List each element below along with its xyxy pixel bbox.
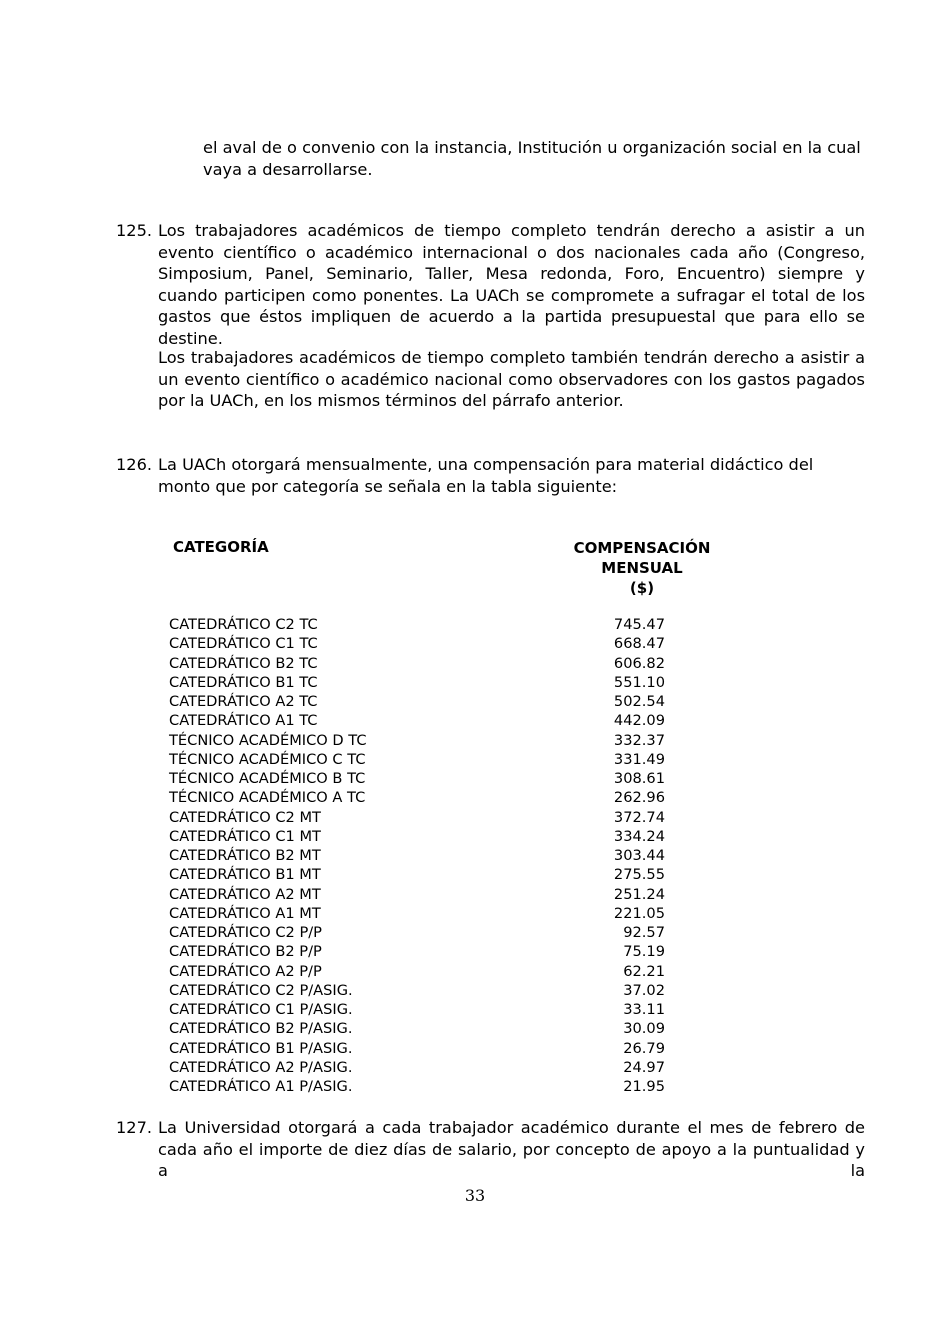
row-amount: 502.54 [613,693,665,710]
row-category: CATEDRÁTICO C2 TC [169,616,318,633]
table-row [169,942,689,961]
table-header-compensation-line-3: ($) [629,579,655,597]
row-amount: 30.09 [623,1020,665,1038]
row-amount: 24.97 [623,1058,665,1076]
row-category: CATEDRÁTICO B2 MT [169,847,321,864]
table-row [169,1019,689,1038]
row-amount: 442.09 [613,712,665,730]
table-row [169,634,689,653]
clause-number-126: 126. [116,455,153,474]
table-row [169,1058,689,1077]
table-row [169,865,689,884]
row-amount: 308.61 [613,770,665,787]
table-row [169,904,689,923]
table-row [169,885,689,904]
row-category: TÉCNICO ACADÉMICO A TC [169,789,366,807]
table-row [169,615,689,634]
row-amount: 21.95 [623,1078,665,1095]
row-category: CATEDRÁTICO A1 MT [169,904,321,922]
row-category: CATEDRÁTICO C2 P/ASIG. [169,981,353,999]
table-row [169,923,689,942]
row-category: CATEDRÁTICO A2 P/ASIG. [169,1058,353,1076]
table-row [169,711,689,730]
row-category: CATEDRÁTICO B2 P/P [169,943,322,961]
row-category: CATEDRÁTICO A2 P/P [169,962,322,980]
row-amount: 75.19 [623,943,665,961]
table-row [169,654,689,673]
row-category: CATEDRÁTICO A1 TC [169,712,318,730]
row-category: CATEDRÁTICO B2 TC [169,654,318,672]
page-number: 33 [464,1186,486,1205]
row-category: CATEDRÁTICO B1 MT [169,866,321,884]
row-amount: 92.57 [623,924,665,941]
table-row [169,692,689,711]
row-amount: 251.24 [613,885,665,903]
clause-number-127: 127. [116,1118,153,1137]
row-category: CATEDRÁTICO B1 P/ASIG. [169,1039,353,1057]
row-category: CATEDRÁTICO C1 TC [169,635,318,653]
compensation-table [169,615,689,1096]
row-amount: 62.21 [623,962,665,980]
row-category: CATEDRÁTICO C2 MT [169,808,321,826]
table-row [169,769,689,788]
table-row [169,750,689,769]
row-amount: 331.49 [613,750,665,768]
clause-127-paragraph [158,1117,865,1182]
clause-126-paragraph: La UACh otorgará mensualmente, una compensación para material didáctico del monto que por categoría se señala en la tabla siguiente: [158,455,814,496]
table-row [169,731,689,750]
row-amount: 332.37 [613,731,665,749]
table-row [169,1039,689,1058]
table-row [169,673,689,692]
table-header-compensation [560,538,724,598]
intro-paragraph: el aval de o convenio con la instancia, Institución u organización social en la cual vaya a desarrollarse. [203,138,861,179]
row-amount: 745.47 [613,616,665,633]
table-header-compensation-line-2: MENSUAL [601,559,683,577]
row-amount: 26.79 [623,1039,665,1057]
row-category: CATEDRÁTICO A1 P/ASIG. [169,1078,353,1095]
row-category: CATEDRÁTICO A2 TC [169,693,318,710]
row-amount: 303.44 [613,847,665,864]
table-header-category: CATEGORÍA [173,538,269,556]
table-row [169,981,689,1000]
table-row [169,1077,689,1096]
row-amount: 606.82 [613,654,665,672]
row-amount: 275.55 [613,866,665,884]
row-amount: 33.11 [623,1001,665,1018]
table-row [169,846,689,865]
row-amount: 221.05 [613,904,665,922]
clause-125-paragraph-2: Los trabajadores académicos de tiempo completo también tendrán derecho a asistir a un evento científico o académico nacional como observadores con los gastos pagados por la UACh, en los mismos términos del párrafo anterior. [158,348,865,410]
row-category: CATEDRÁTICO B1 TC [169,673,318,691]
table-row [169,788,689,807]
row-category: TÉCNICO ACADÉMICO B TC [169,770,366,787]
row-amount: 372.74 [613,808,665,826]
row-category: CATEDRÁTICO A2 MT [169,885,321,903]
table-header-compensation-line-1: COMPENSACIÓN [573,539,711,557]
row-category: CATEDRÁTICO C1 P/ASIG. [169,1001,353,1018]
clause-125-paragraph-1: Los trabajadores académicos de tiempo completo tendrán derecho a asistir a un evento científico o académico internacional o dos nacionales cada año (Congreso, Simposium, Panel, Seminario, Taller, Mesa redonda, Foro, Encuentro) siempre y cuando participen como ponentes. La UACh se compromete a sufragar el total de los gastos que éstos impliquen de acuerdo a la partida presupuestal que para ello se destine. [158,221,865,348]
row-amount: 262.96 [613,789,665,807]
row-category: CATEDRÁTICO C1 MT [169,827,321,845]
clause-127-text: La Universidad otorgará a cada trabajador académico durante el mes de febrero de cada año el importe de diez días de salario, por concepto de apoyo a la puntualidad y a la [158,1118,865,1180]
table-row [169,962,689,981]
row-amount: 37.02 [623,981,665,999]
row-amount: 334.24 [613,827,665,845]
row-category: TÉCNICO ACADÉMICO D TC [169,731,367,749]
table-row [169,827,689,846]
row-category: CATEDRÁTICO C2 P/P [169,924,322,941]
table-row [169,808,689,827]
table-row [169,1000,689,1019]
row-amount: 551.10 [613,673,665,691]
clause-number-125: 125. [116,221,153,240]
row-category: CATEDRÁTICO B2 P/ASIG. [169,1020,353,1038]
row-category: TÉCNICO ACADÉMICO C TC [169,750,366,768]
row-amount: 668.47 [613,635,665,653]
